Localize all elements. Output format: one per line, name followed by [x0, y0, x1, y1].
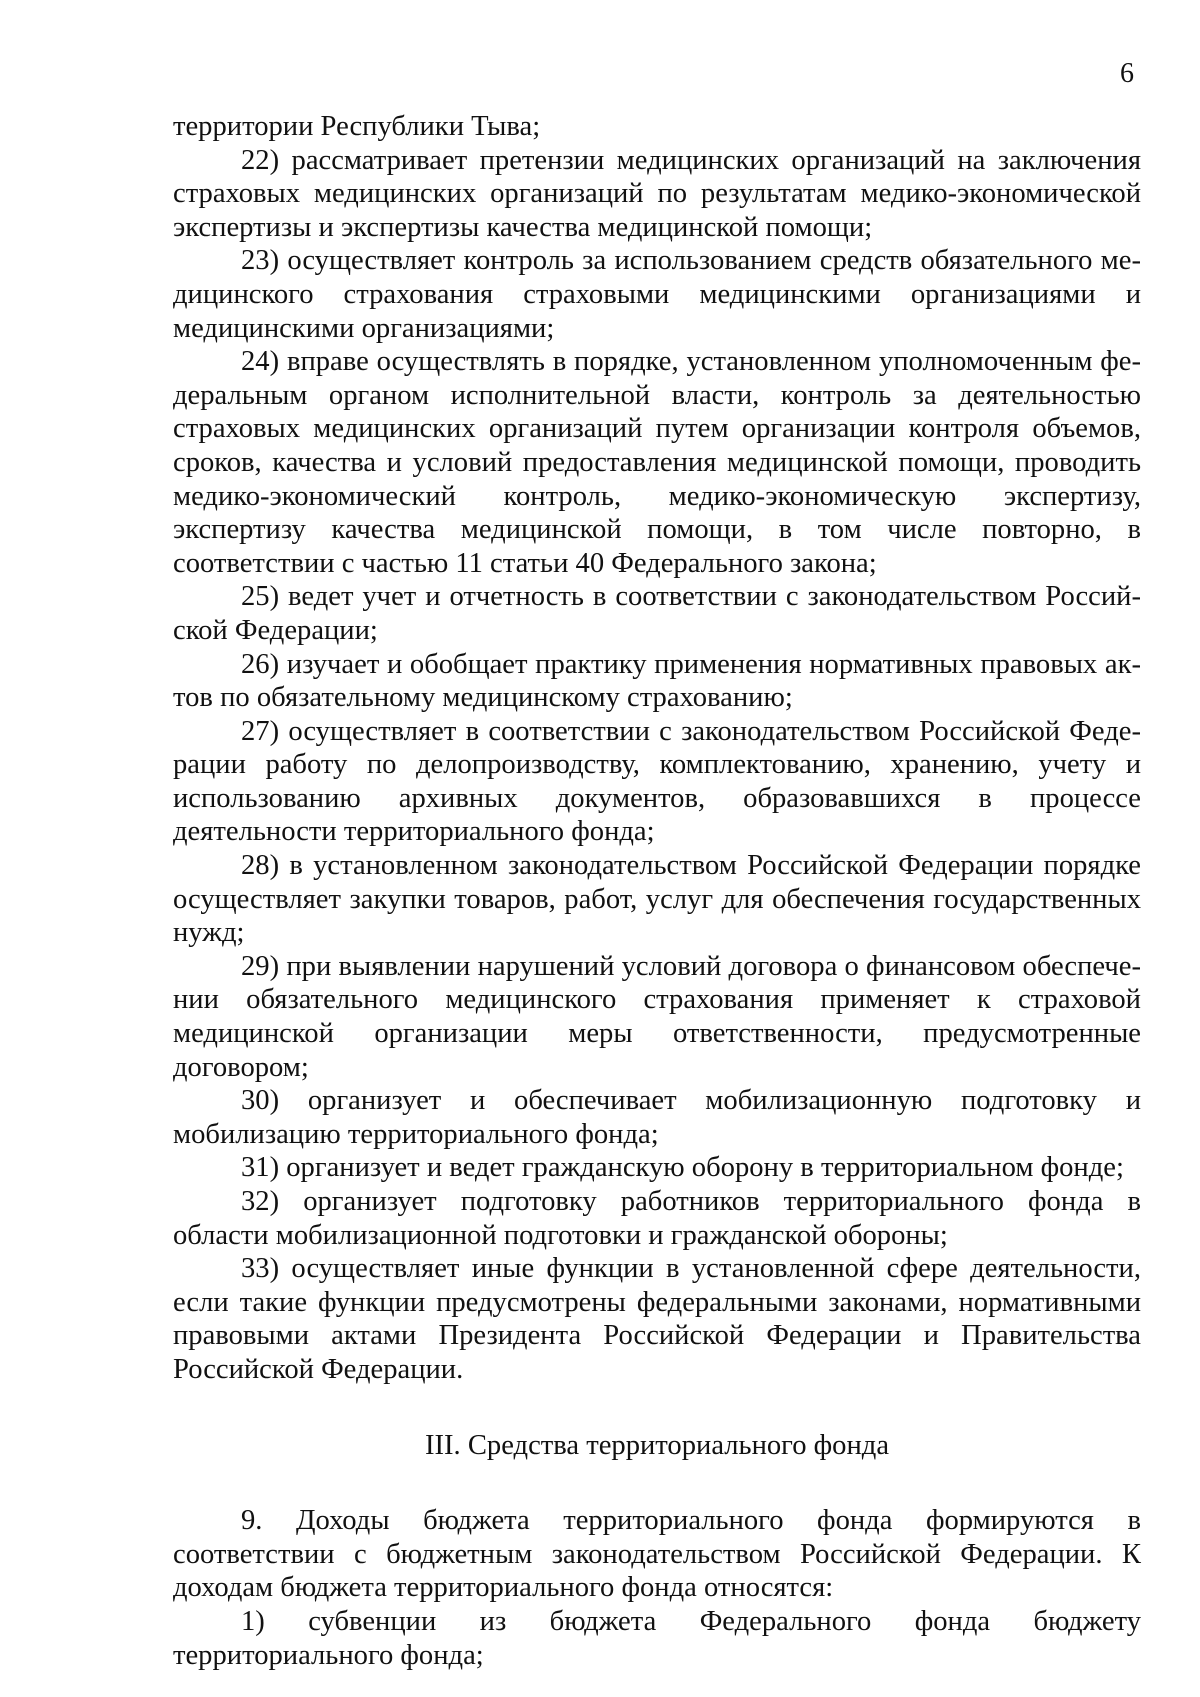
- paragraph-item-26: 26) изучает и обобщает практику применения нормативных правовых актов по обязательному медицинскому страхованию;: [173, 648, 1141, 714]
- paragraph-item-24: 24) вправе осуществлять в порядке, установленном уполномоченным федеральным органом исполнительной власти, контроль за деятельностью страховых медицинских организаций путем организации контроля объемов, сроков, качества и условий предоставления медицинской помощи, проводить медико-экономический контроль, медико-экономическую экспертизу, экспертизу качества медицинской помощи, в том числе повторно, в соответствии с частью 11 статьи 40 Федерального закона;: [173, 346, 1141, 579]
- paragraph-item-32: 32) организует подготовку работников территориального фонда в области мобилизационной подготовки и гражданской обороны;: [173, 1186, 1141, 1251]
- paragraph-item-33: 33) осуществляет иные функции в установленной сфере деятельности, если такие функции предусмотрены федеральными законами, нормативными правовыми актами Президента Российской Федерации и Правительства Российской Федерации.: [173, 1253, 1141, 1385]
- paragraph-item-25: 25) ведет учет и отчетность в соответствии с законодательством Российской Федерации;: [173, 581, 1141, 646]
- paragraph-continuation: территории Республики Тыва;: [173, 111, 541, 142]
- paragraph-item-28: 28) в установленном законодательством Российской Федерации порядке осуществляет закупки товаров, работ, услуг для обеспечения государственных нужд;: [173, 850, 1141, 949]
- paragraph-item-30: 30) организует и обеспечивает мобилизационную подготовку и мобилизацию территориального фонда;: [173, 1085, 1141, 1150]
- paragraph-item-29: 29) при выявлении нарушений условий договора о финансовом обеспечении обязательного медицинского страхования применяет к страховой медицинской организации меры ответственности, предусмотренные договором;: [173, 950, 1141, 1083]
- paragraph-item-31: 31) организует и ведет гражданскую оборону в территориальном фонде;: [241, 1152, 1124, 1184]
- document-body: [173, 110, 1141, 1672]
- paragraph-clause-9: 9. Доходы бюджета территориального фонда формируются в соответствии с бюджетным законодательством Российской Федерации. К доходам бюджета территориального фонда относятся:: [173, 1505, 1141, 1604]
- paragraph-item-22: 22) рассматривает претензии медицинских организаций на заключения страховых медицинских организаций по результатам медико-экономической экспертизы и экспертизы качества медицинской помощи;: [173, 144, 1141, 243]
- paragraph-item-23: 23) осуществляет контроль за использованием средств обязательного медицинского страхования страховыми медицинскими организациями и медицинскими организациями;: [173, 245, 1141, 344]
- paragraph-subitem-1: 1) субвенции из бюджета Федерального фонда бюджету территориального фонда;: [173, 1605, 1141, 1671]
- page-number: 6: [1120, 58, 1134, 89]
- paragraph-item-27: 27) осуществляет в соответствии с законодательством Российской Федерации работу по делопроизводству, комплектованию, хранению, учету и использованию архивных документов, образовавшихся в процессе деятельности территориального фонда;: [173, 715, 1141, 848]
- section-title: III. Средства территориального фонда: [424, 1429, 890, 1461]
